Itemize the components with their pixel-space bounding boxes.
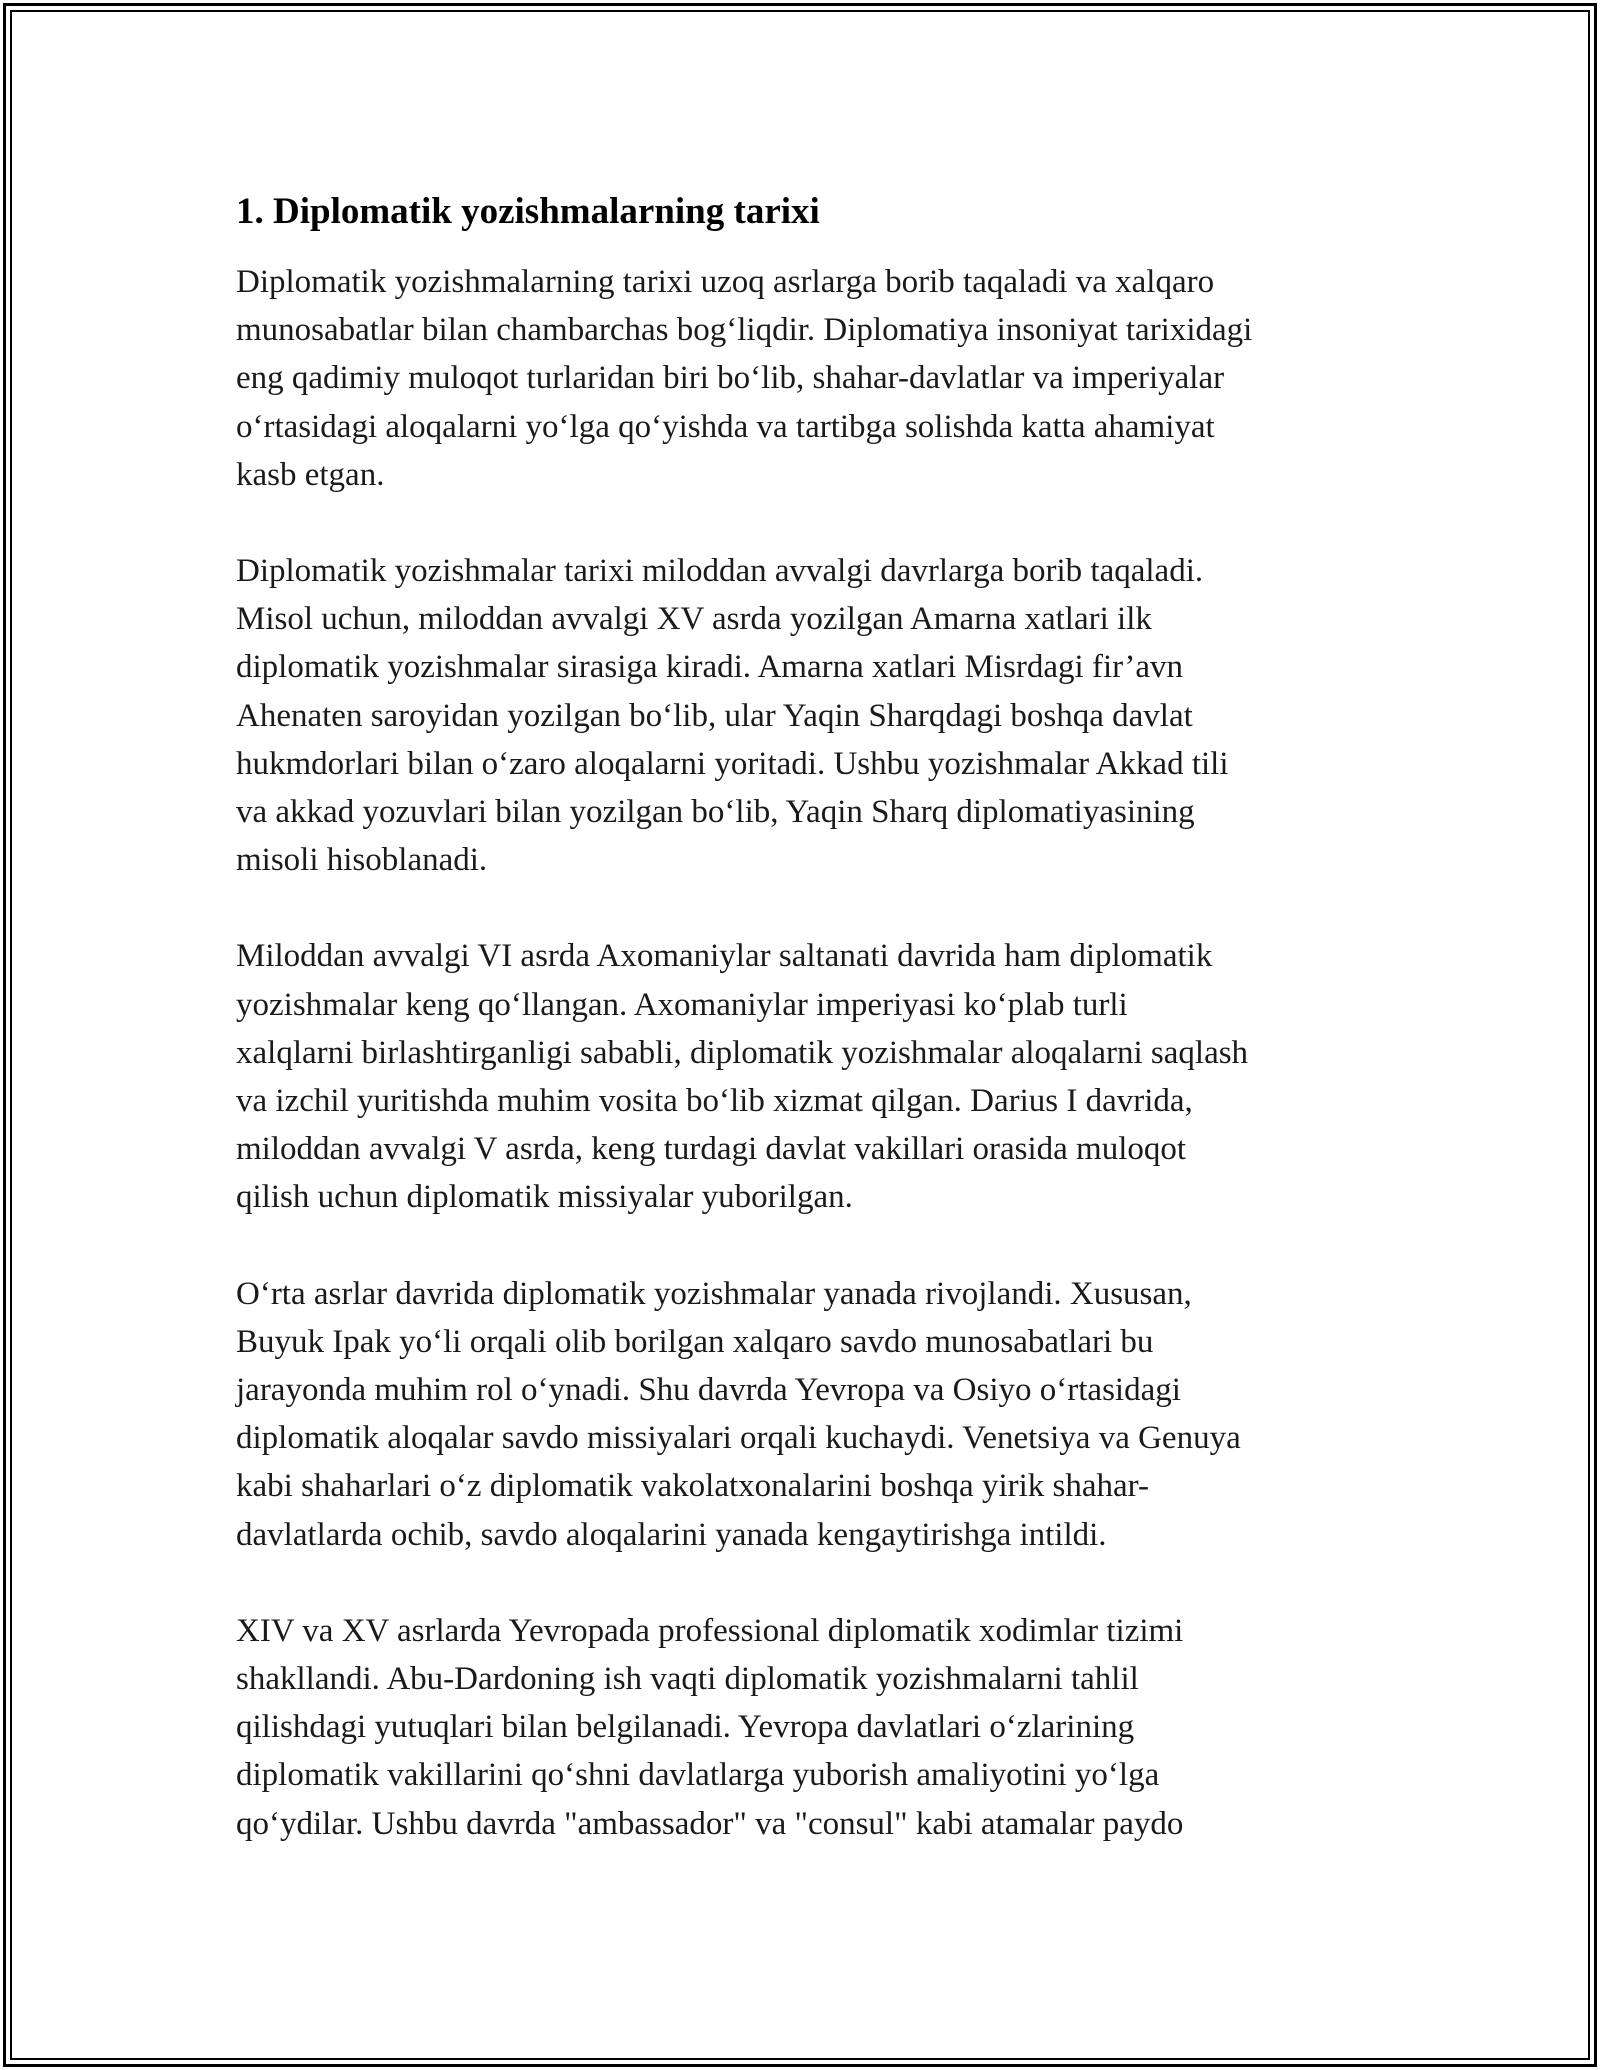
text-line: diplomatik vakillarini qo‘shni davlatlarga yuborish amaliyotini yo‘lga	[236, 1757, 1160, 1794]
text-line: qo‘ydilar. Ushbu davrda "ambassador" va "consul" kabi atamalar paydo	[236, 1805, 1184, 1842]
text-line: eng qadimiy muloqot turlaridan biri bo‘lib, shahar-davlatlar va imperiyalar	[236, 360, 1225, 397]
text-line: va akkad yozuvlari bilan yozilgan bo‘lib, Yaqin Sharq diplomatiyasining	[236, 794, 1195, 831]
text-line: o‘rtasidagi aloqalarni yo‘lga qo‘yishda va tartibga solishda katta ahamiyat	[236, 408, 1215, 445]
paragraph-1	[236, 258, 1386, 499]
text-line: kabi shaharlari o‘z diplomatik vakolatxonalarini boshqa yirik shahar-	[236, 1468, 1149, 1505]
paragraph-4	[236, 1270, 1386, 1559]
text-line: Miloddan avvalgi VI asrda Axomaniylar saltanati davrida ham diplomatik	[236, 938, 1213, 975]
text-line: jarayonda muhim rol o‘ynadi. Shu davrda Yevropa va Osiyo o‘rtasidagi	[236, 1372, 1181, 1409]
document-body	[236, 186, 1386, 1896]
text-line: shakllandi. Abu-Dardoning ish vaqti diplomatik yozishmalarni tahlil	[236, 1661, 1139, 1698]
text-line: Diplomatik yozishmalarning tarixi uzoq asrlarga borib taqaladi va xalqaro	[236, 264, 1215, 300]
text-line: Misol uchun, miloddan avvalgi XV asrda yozilgan Amarna xatlari ilk	[236, 601, 1152, 638]
text-line: O‘rta asrlar davrida diplomatik yozishmalar yanada rivojlandi. Xususan,	[236, 1275, 1192, 1312]
paragraph-2	[236, 547, 1386, 884]
text-line: hukmdorlari bilan o‘zaro aloqalarni yoritadi. Ushbu yozishmalar Akkad tili	[236, 745, 1229, 782]
text-line: Ahenaten saroyidan yozilgan bo‘lib, ular Yaqin Sharqdagi boshqa davlat	[236, 697, 1193, 734]
text-line: misoli hisoblanadi.	[236, 842, 488, 879]
text-line: XIV va XV asrlarda Yevropada professional diplomatik xodimlar tizimi	[236, 1612, 1184, 1649]
text-line: davlatlarda ochib, savdo aloqalarini yanada kengaytirishga intildi.	[236, 1516, 1107, 1553]
text-line: va izchil yuritishda muhim vosita bo‘lib xizmat qilgan. Darius I davrida,	[236, 1083, 1193, 1120]
text-line: Buyuk Ipak yo‘li orqali olib borilgan xalqaro savdo munosabatlari bu	[236, 1323, 1154, 1360]
text-line: miloddan avvalgi V asrda, keng turdagi davlat vakillari orasida muloqot	[236, 1131, 1187, 1168]
text-line: kasb etgan.	[236, 456, 385, 493]
text-line: diplomatik yozishmalar sirasiga kiradi. Amarna xatlari Misrdagi fir’avn	[236, 649, 1183, 686]
paragraph-3	[236, 932, 1386, 1221]
text-line: yozishmalar keng qo‘llangan. Axomaniylar imperiyasi ko‘plab turli	[236, 986, 1128, 1023]
text-line: diplomatik aloqalar savdo missiyalari orqali kuchaydi. Venetsiya va Genuya	[236, 1420, 1241, 1457]
paragraph-5	[236, 1607, 1386, 1848]
text-line: Diplomatik yozishmalar tarixi miloddan avvalgi davrlarga borib taqaladi.	[236, 553, 1204, 590]
text-line: qilishdagi yutuqlari bilan belgilanadi. Yevropa davlatlari o‘zlarining	[236, 1709, 1135, 1746]
text-line: xalqlarni birlashtirganligi sababli, diplomatik yozishmalar aloqalarni saqlash	[236, 1034, 1249, 1071]
section-heading: 1. Diplomatik yozishmalarning tarixi	[236, 191, 820, 232]
text-line: qilish uchun diplomatik missiyalar yuborilgan.	[236, 1179, 853, 1216]
text-line: munosabatlar bilan chambarchas bog‘liqdir. Diplomatiya insoniyat tarixidagi	[236, 312, 1253, 349]
